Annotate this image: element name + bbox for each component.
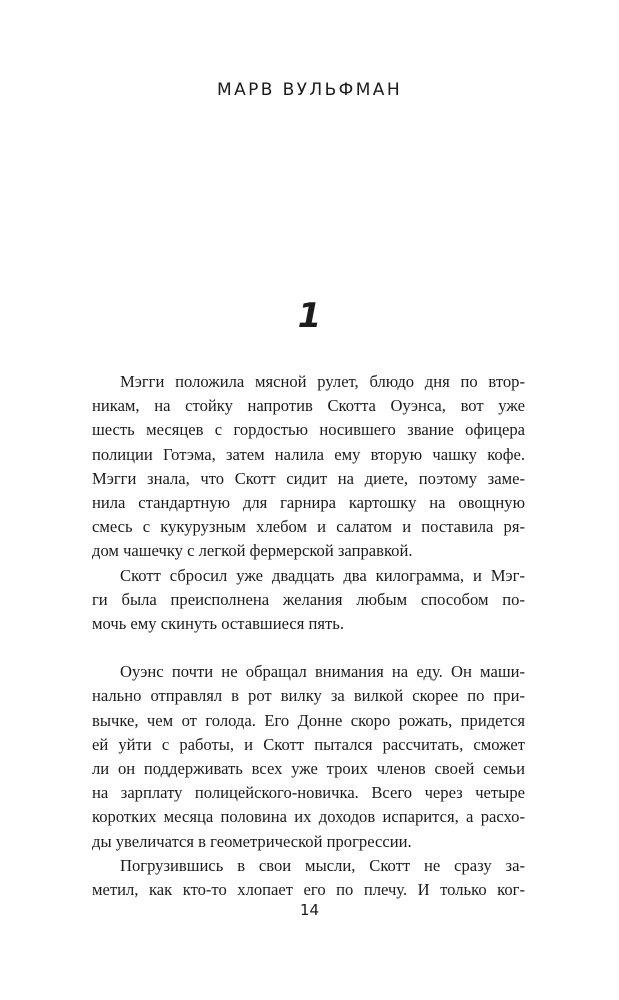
text-line: Мэгги положила мясной рулет, блюдо дня по втор-	[120, 372, 525, 391]
text-line: коротких месяца половина их доходов испарится, а расхо-	[92, 807, 525, 827]
text-line: метил, как кто-то хлопает его по плечу. И только ког-	[92, 879, 525, 899]
text-line: на зарплату полицейского-новичка. Всего через четыре	[92, 783, 525, 803]
text-line: нально отправлял в рот вилку за вилкой скорее по при-	[92, 686, 525, 706]
text-line: ды увеличатся в геометрической прогрессии.	[92, 831, 412, 851]
text-line: мочь ему скинуть оставшиеся пять.	[92, 613, 344, 633]
text-line: шесть месяцев с гордостью носившего звание офицера	[92, 420, 525, 440]
chapter-number: 1	[297, 296, 322, 336]
text-line: Погрузившись в свои мысли, Скотт не сразу за-	[120, 855, 525, 875]
paragraph	[92, 370, 525, 564]
text-line: ей уйти с работы, и Скотт пытался рассчитать, сможет	[92, 734, 525, 754]
text-line: вычке, чем от голода. Его Донне скоро рожать, придется	[92, 710, 525, 730]
body-text	[92, 370, 525, 902]
paragraph	[92, 854, 525, 902]
text-line: ли он поддерживать всех уже троих членов своей семьи	[92, 759, 525, 778]
text-line: Мэгги знала, что Скотт сидит на диете, поэтому заме-	[92, 468, 525, 488]
text-line: ги была преисполнена желания любым способом по-	[92, 589, 525, 609]
text-line: Оуэнс почти не обращал внимания на еду. Он маши-	[120, 662, 525, 682]
running-head-author: МАРВ ВУЛЬФМАН	[217, 80, 402, 100]
section-break	[92, 636, 525, 660]
text-line: смесь с кукурузным хлебом и салатом и поставила ря-	[92, 517, 525, 537]
text-line: нила стандартную для гарнира картошку на овощную	[92, 492, 525, 512]
page-number: 14	[299, 901, 320, 919]
text-line: Скотт сбросил уже двадцать два килограмма, и Мэг-	[120, 565, 525, 585]
text-line: полиции Готэма, затем налила ему вторую чашку кофе.	[92, 444, 525, 464]
paragraph	[92, 660, 525, 854]
text-line: никам, на стойку напротив Скотта Оуэнса, вот уже	[92, 396, 525, 416]
text-line: дом чашечку с легкой фермерской заправкой.	[92, 541, 413, 561]
paragraph	[92, 564, 525, 637]
